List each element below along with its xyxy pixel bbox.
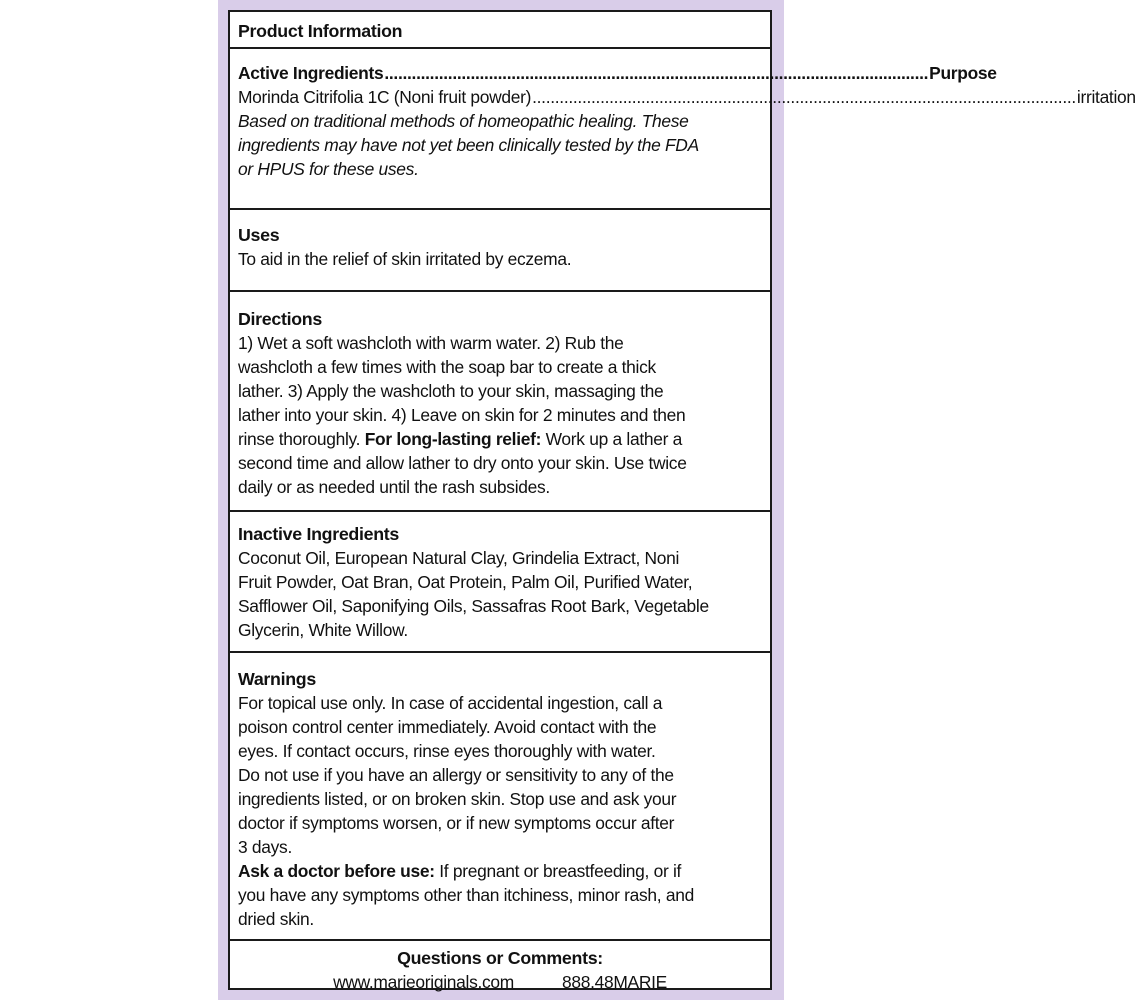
inactive-line: Safflower Oil, Saponifying Oils, Sassafras Root Bark, Vegetable — [238, 596, 709, 616]
active-purpose: irritation — [1076, 87, 1136, 107]
website-link[interactable]: www.marieoriginals.com — [333, 972, 514, 992]
purpose-heading: Purpose — [929, 63, 997, 83]
uses-text: To aid in the relief of skin irritated by eczema. — [238, 249, 572, 269]
inactive-line: Glycerin, White Willow. — [238, 620, 408, 640]
inactive-line: Coconut Oil, European Natural Clay, Grindelia Extract, Noni — [238, 548, 680, 568]
directions-text: rinse thoroughly. — [238, 429, 365, 449]
panel-title: Product Information — [238, 21, 403, 41]
warnings-line: For topical use only. In case of accidental ingestion, call a — [238, 693, 663, 713]
homeopathic-note: ingredients may have not yet been clinically tested by the FDA — [238, 135, 699, 155]
homeopathic-note: Based on traditional methods of homeopathic healing. These — [238, 111, 689, 131]
uses-heading: Uses — [238, 225, 280, 245]
warnings-heading: Warnings — [238, 669, 316, 689]
directions-line — [238, 427, 762, 451]
directions-line: lather. 3) Apply the washcloth to your skin, massaging the — [238, 381, 664, 401]
warnings-line: ingredients listed, or on broken skin. Stop use and ask your — [238, 789, 677, 809]
product-info-panel — [228, 10, 1136, 992]
directions-line: washcloth a few times with the soap bar to create a thick — [238, 357, 656, 377]
warnings-line: poison control center immediately. Avoid contact with the — [238, 717, 657, 737]
warnings-line — [238, 859, 762, 883]
warnings-section — [230, 653, 770, 941]
warnings-line: dried skin. — [238, 909, 314, 929]
inactive-heading: Inactive Ingredients — [238, 524, 399, 544]
directions-heading: Directions — [238, 309, 322, 329]
active-heading: Active Ingredients — [238, 63, 384, 83]
inactive-line: Fruit Powder, Oat Bran, Oat Protein, Palm Oil, Purified Water, — [238, 572, 693, 592]
long-lasting-relief-label: For long-lasting relief: — [364, 429, 542, 449]
contact-line — [238, 970, 762, 994]
inactive-ingredients-section — [230, 512, 770, 653]
active-ingredients-section — [230, 49, 1136, 210]
warnings-line: Do not use if you have an allergy or sensitivity to any of the — [238, 765, 674, 785]
contact-section — [230, 941, 770, 992]
directions-line: 1) Wet a soft washcloth with warm water. 2) Rub the — [238, 333, 624, 353]
phone-number[interactable]: 888.48MARIE — [561, 972, 667, 992]
uses-section — [230, 210, 770, 292]
warnings-line: eyes. If contact occurs, rinse eyes thoroughly with water. — [238, 741, 656, 761]
active-heading-row — [238, 61, 997, 85]
directions-section — [230, 292, 770, 512]
directions-line: daily or as needed until the rash subsides. — [238, 477, 550, 497]
ask-doctor-label: Ask a doctor before use: — [238, 861, 435, 881]
active-ingredient-row — [238, 85, 1136, 109]
warnings-line: doctor if symptoms worsen, or if new symptoms occur after — [238, 813, 675, 833]
directions-text: Work up a lather a — [541, 429, 682, 449]
homeopathic-note: or HPUS for these uses. — [238, 159, 419, 179]
warnings-line: 3 days. — [238, 837, 292, 857]
directions-line: lather into your skin. 4) Leave on skin for 2 minutes and then — [238, 405, 686, 425]
warnings-text: If pregnant or breastfeeding, or if — [434, 861, 682, 881]
directions-line: second time and allow lather to dry onto your skin. Use twice — [238, 453, 687, 473]
leader-dots: ........................................................................................................................ — [384, 63, 929, 83]
warnings-line: you have any symptoms other than itchiness, minor rash, and — [238, 885, 694, 905]
leader-dots: ........................................................................................................................ — [532, 87, 1076, 107]
active-ingredient: Morinda Citrifolia 1C (Noni fruit powder) — [238, 87, 532, 107]
header-section — [230, 12, 770, 49]
contact-heading: Questions or Comments: — [397, 948, 603, 968]
